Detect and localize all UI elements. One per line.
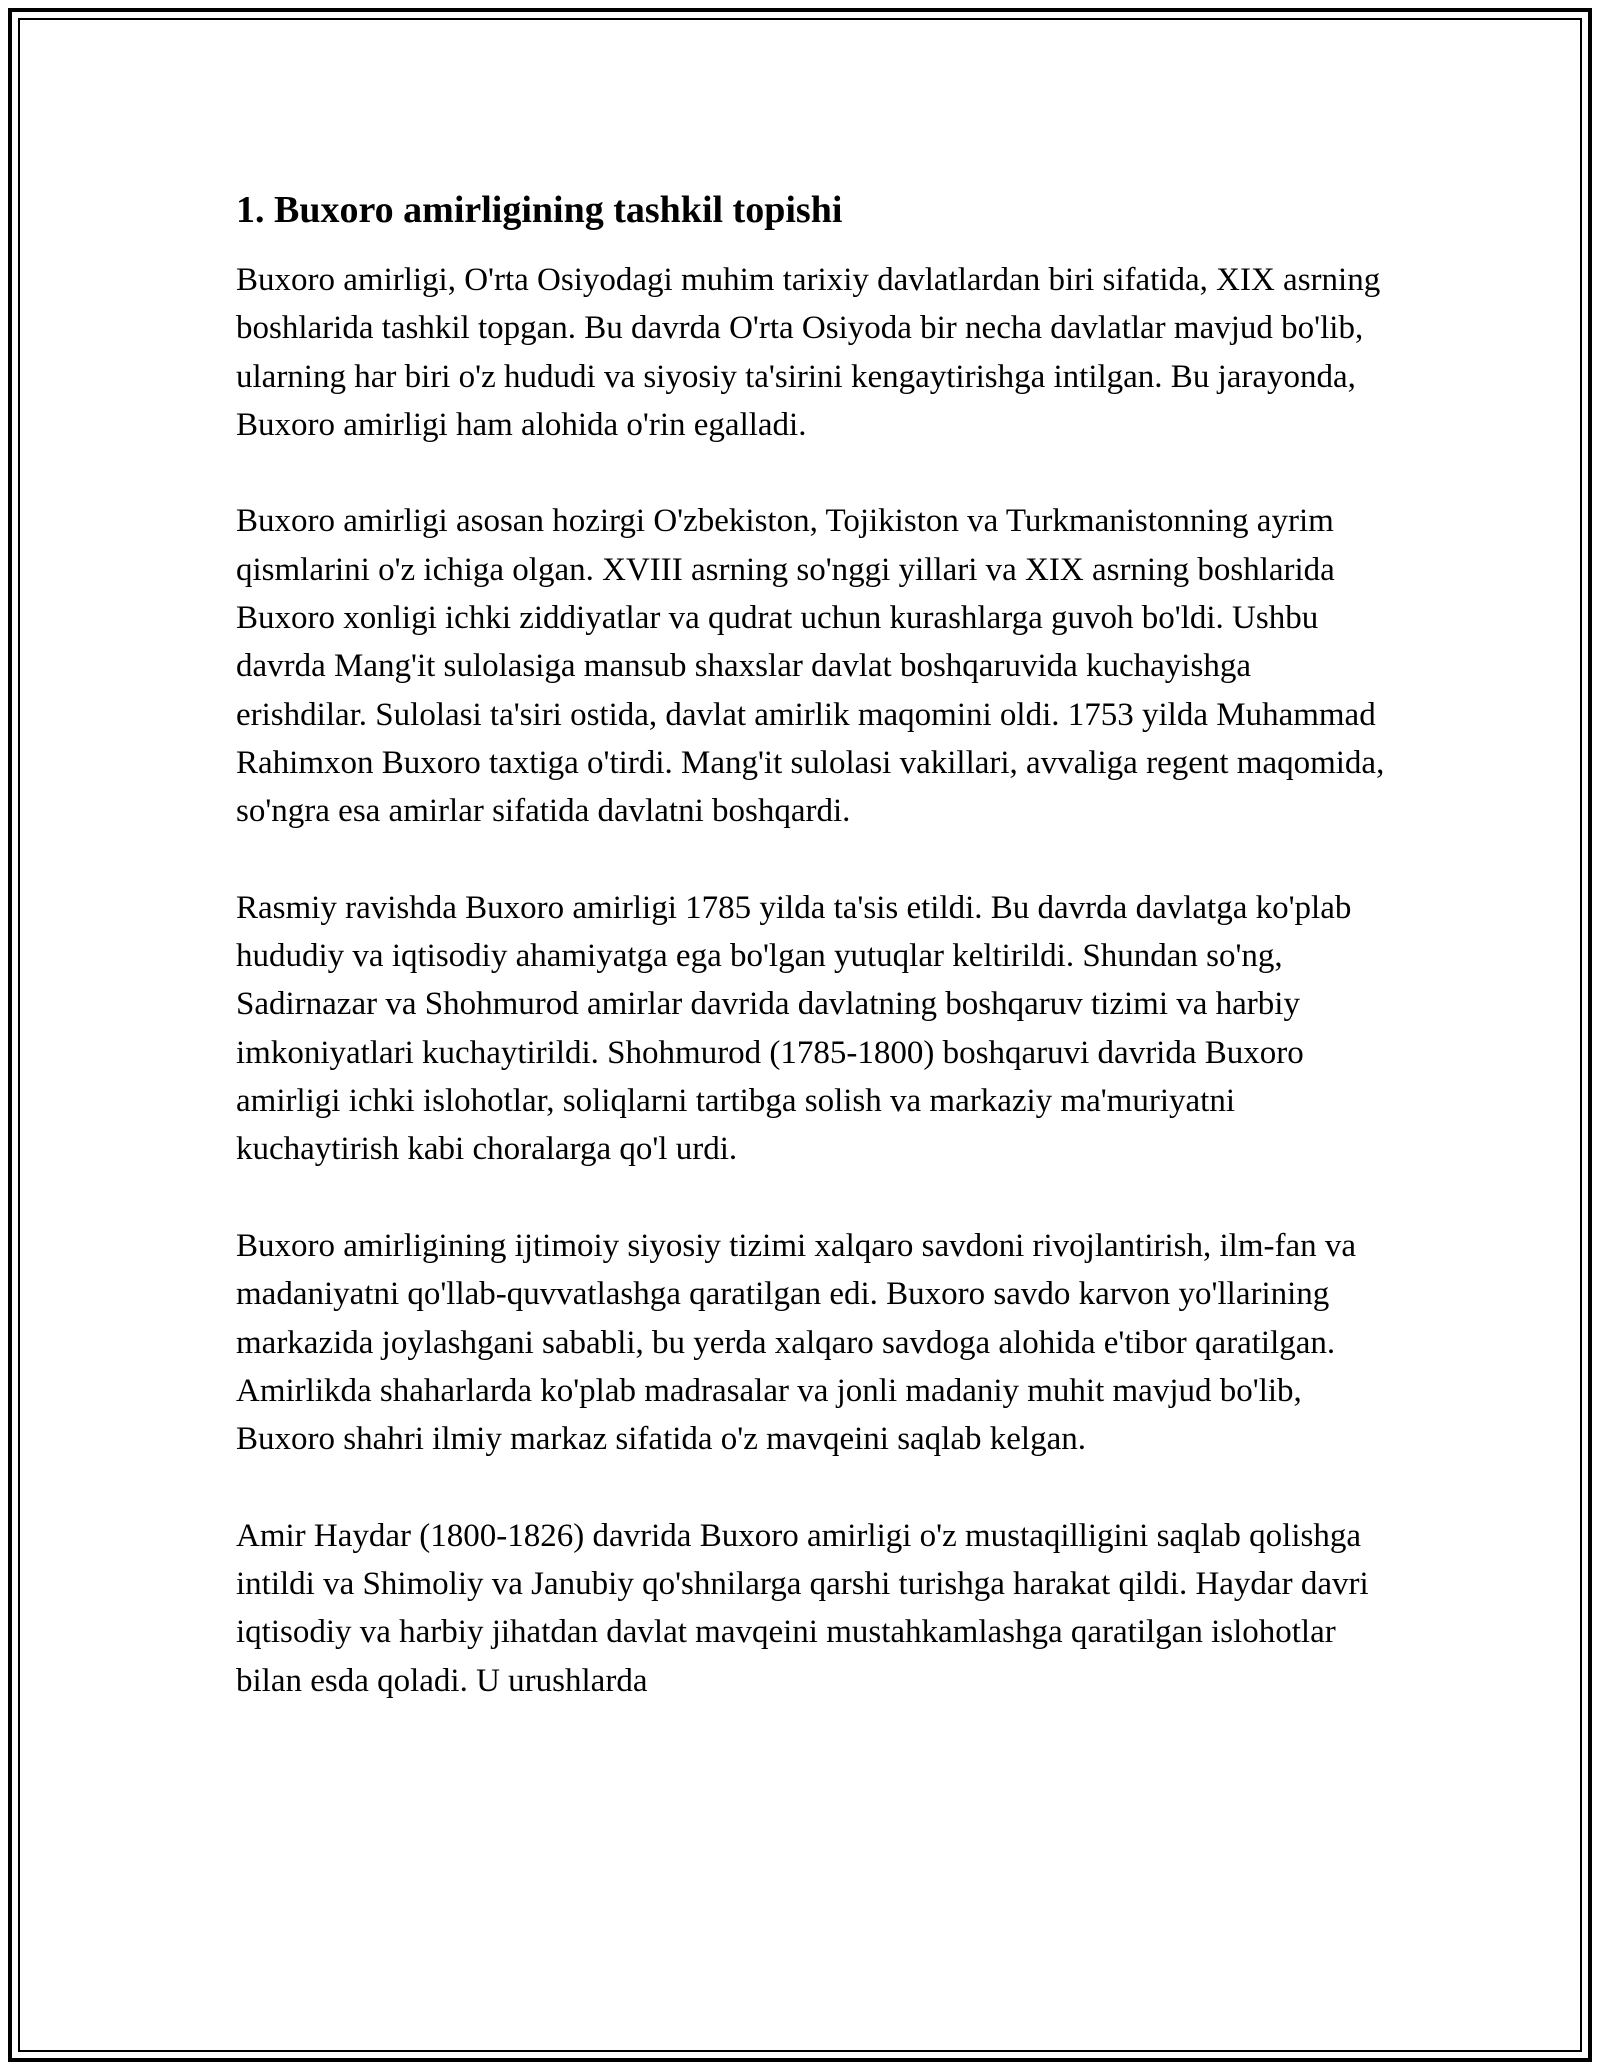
paragraph-1: Buxoro amirligi, O'rta Osiyodagi muhim tarixiy davlatlardan biri sifatida, XIX asrning boshlarida tashkil topgan. Bu davrda O'rta Osiyoda bir necha davlatlar mavjud bo'lib, ularning har biri o'z hududi va siyosiy ta'sirini kengaytirishga intilgan. Bu jarayonda, Buxoro amirligi ham alohida o'rin egalladi. [236, 262, 1381, 443]
paragraph-2: Buxoro amirligi asosan hozirgi O'zbekiston, Tojikiston va Turkmanistonning ayrim qismlarini o'z ichiga olgan. XVIII asrning so'nggi yillari va XIX asrning boshlarida Buxoro xonligi ichki ziddiyatlar va qudrat uchun kurashlarga guvoh bo'ldi. Ushbu davrda Mang'it sulolasiga mansub shaxslar davlat boshqaruvida kuchayishga erishdilar. Sulolasi ta'siri ostida, davlat amirlik maqomini oldi. 1753 yilda Muhammad Rahimxon Buxoro taxtiga o'tirdi. Mang'it sulolasi vakillari, avvaliga regent maqomida, so'ngra esa amirlar sifatida davlatni boshqardi. [236, 503, 1385, 830]
paragraph-5: Amir Haydar (1800-1826) davrida Buxoro amirligi o'z mustaqilligini saqlab qolishga intildi va Shimoliy va Janubiy qo'shnilarga qarshi turishga harakat qildi. Haydar davri iqtisodiy va harbiy jihatdan davlat mavqeini mustahkamlashga qaratilgan islohotlar bilan esda qoladi. U urushlarda [236, 1517, 1369, 1699]
paragraph-4: Buxoro amirligining ijtimoiy siyosiy tizimi xalqaro savdoni rivojlantirish, ilm-fan va madaniyatni qo'llab-quvvatlashga qaratilgan edi. Buxoro savdo karvon yo'llarining markazida joylashgani sababli, bu yerda xalqaro savdoga alohida e'tibor qaratilgan. Amirlikda shaharlarda ko'plab madrasalar va jonli madaniy muhit mavjud bo'lib, Buxoro shahri ilmiy markaz sifatida o'z mavqeini saqlab kelgan. [236, 1227, 1357, 1458]
document-body [236, 186, 1386, 1753]
section-heading: 1. Buxoro amirligining tashkil topishi [236, 189, 843, 231]
paragraph-3: Rasmiy ravishda Buxoro amirligi 1785 yilda ta'sis etildi. Bu davrda davlatga ko'plab hududiy va iqtisodiy ahamiyatga ega bo'lgan yutuqlar keltirildi. Shundan so'ng, Sadirnazar va Shohmurod amirlar davrida davlatning boshqaruv tizimi va harbiy imkoniyatlari kuchaytirildi. Shohmurod (1785-1800) boshqaruvi davrida Buxoro amirligi ichki islohotlar, soliqlarni tartibga solish va markaziy ma'muriyatni kuchaytirish kabi choralarga qo'l urdi. [236, 889, 1352, 1168]
